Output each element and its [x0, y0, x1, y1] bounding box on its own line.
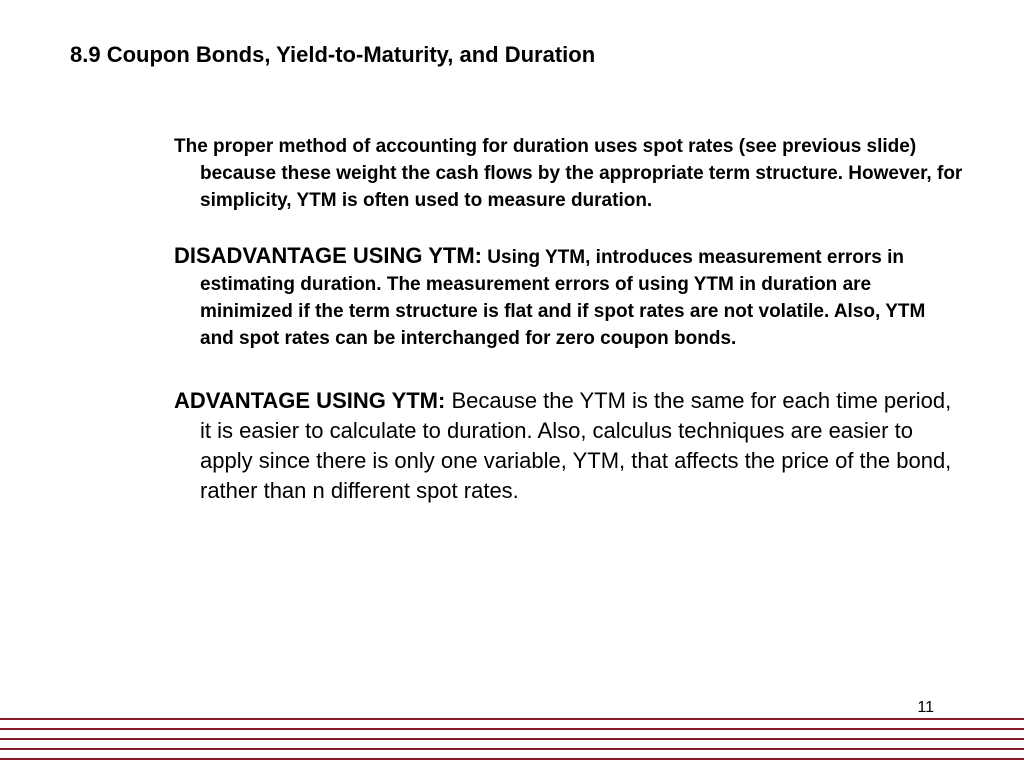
footer-rules	[0, 718, 1024, 768]
footer-rule	[0, 758, 1024, 760]
paragraph-spot-rates: The proper method of accounting for duration uses spot rates (see previous slide) because these weight the cash flows by the appropriate term structure. However, for simplicity, YTM is often used to measure duration.	[174, 136, 963, 211]
footer-rule	[0, 748, 1024, 750]
footer-rule	[0, 718, 1024, 720]
paragraph-advantage	[174, 386, 964, 506]
page-number: 11	[917, 699, 934, 716]
paragraph-disadvantage	[174, 242, 964, 352]
footer-rule	[0, 738, 1024, 740]
disadvantage-heading: DISADVANTAGE USING YTM:	[174, 243, 483, 268]
footer-rule	[0, 728, 1024, 730]
advantage-heading: ADVANTAGE USING YTM:	[174, 388, 446, 413]
slide-content	[174, 133, 964, 506]
slide-title: 8.9 Coupon Bonds, Yield-to-Maturity, and Duration	[70, 42, 596, 67]
advantage-text: Because the YTM is the same for each time period, it is easier to calculate to duration. Also, calculus techniques are easier to apply since there is only one variable, YTM, that affects the price of the bond, rather than n different spot rates.	[200, 388, 952, 503]
disadvantage-text: Using YTM, introduces measurement errors in estimating duration. The measurement errors of using YTM in duration are minimized if the term structure is flat and if spot rates are not volatile. Also, YTM and spot rates can be interchanged for zero coupon bonds.	[200, 247, 926, 349]
